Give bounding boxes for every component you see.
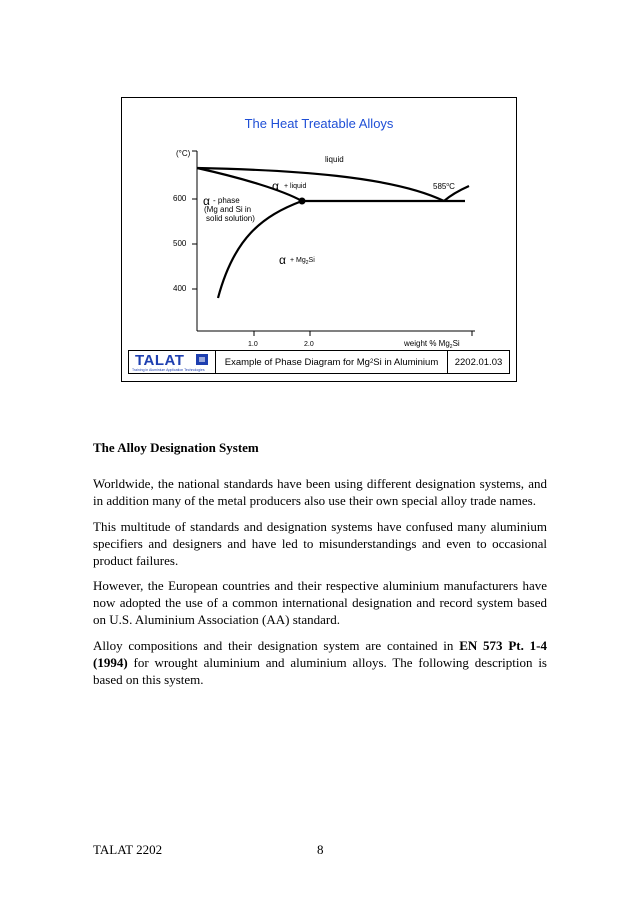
caption-before: Example of Phase Diagram for Mg xyxy=(224,356,370,368)
figure-footer xyxy=(128,350,510,374)
alpha-mg2si-text: + $Mg_2Si$ xyxy=(290,257,315,266)
y-tick-label-400: 400 xyxy=(173,284,187,293)
figure-title: The Heat Treatable Alloys xyxy=(244,116,394,131)
standard-reference: EN 573 Pt. 1-4 (1994) xyxy=(93,638,547,670)
alpha-phase-line2: (Mg and Si in xyxy=(204,205,252,214)
alpha-liquid-symbol: α xyxy=(272,179,279,193)
alpha-liquid-text: + liquid xyxy=(284,183,307,190)
liquid-region-label: liquid xyxy=(325,155,344,164)
alpha-mg2si-symbol: α xyxy=(279,253,286,267)
paragraph-4-before: Alloy compositions and their designation system are contained in xyxy=(93,638,460,653)
alpha-phase-line1: - phase xyxy=(213,196,240,205)
alpha-phase-symbol: α xyxy=(203,194,210,208)
x-axis-label: weight % $Mg_2Si$ xyxy=(404,339,460,350)
logo-icon xyxy=(196,354,208,365)
paragraph-2: This multitude of standards and designation systems have confused many aluminium specifiers and designers and have led to misunderstandings and even to occasional product failures. xyxy=(93,519,547,568)
eutectic-temp-label: 585$^o$C xyxy=(433,182,455,191)
logo-wordmark: TALAT xyxy=(135,352,185,369)
figure-caption xyxy=(216,350,448,374)
caption-after: Si in Aluminium xyxy=(373,356,439,368)
mg2si-liquidus-line xyxy=(444,186,469,201)
x-tick-label-2: 2.0 xyxy=(304,341,314,348)
logo-tagline: Training in Aluminium Application Technologies xyxy=(132,368,205,372)
paragraph-4 xyxy=(93,637,547,688)
eutectic-point xyxy=(299,198,306,205)
paragraph-3: However, the European countries and their respective aluminium manufacturers have now adopted the use of a common international designation and record system based on U.S. Aluminium Association (AA) standard. xyxy=(93,578,547,627)
paragraph-4-after: for wrought aluminium and aluminium alloys. The following description is based on this system. xyxy=(93,655,547,687)
caption-sub: 2 xyxy=(369,359,374,365)
page-number: 8 xyxy=(317,842,324,857)
footer-doc-id: TALAT 2202 xyxy=(93,842,163,857)
y-tick-label-500: 500 xyxy=(173,239,187,248)
figure-code: 2202.01.03 xyxy=(448,350,510,374)
talat-logo xyxy=(128,350,216,374)
phase-diagram xyxy=(122,98,516,381)
y-unit-label: (°C) xyxy=(176,149,191,158)
section-heading: The Alloy Designation System xyxy=(93,440,259,455)
x-tick-label-1: 1.0 xyxy=(248,341,258,348)
y-tick-label-600: 600 xyxy=(173,194,187,203)
paragraph-1: Worldwide, the national standards have been using different designation systems, and in addition many of the metal producers also use their own special alloy trade names. xyxy=(93,476,547,508)
alpha-phase-line3: solid solution) xyxy=(206,214,255,223)
phase-diagram-figure xyxy=(121,97,517,382)
